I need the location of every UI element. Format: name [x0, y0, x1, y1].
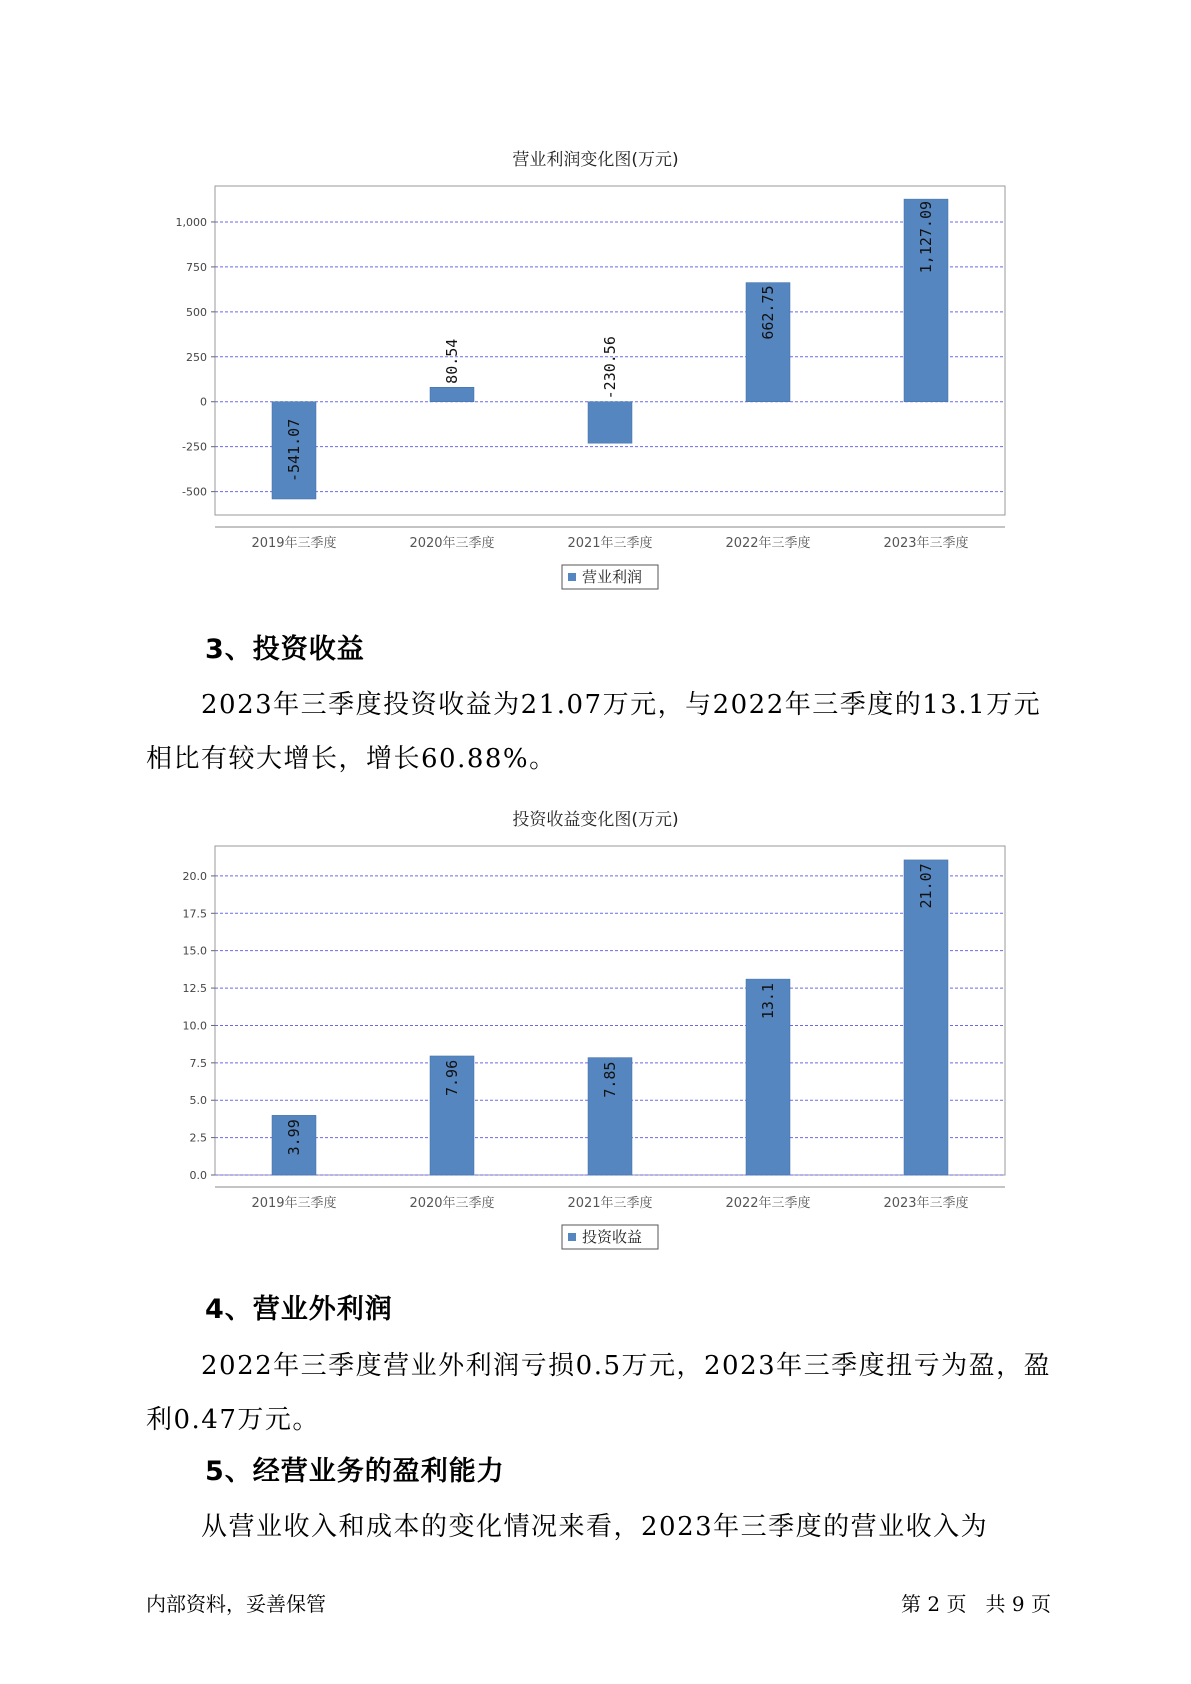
x-tick-label: 2023年三季度 [883, 1196, 969, 1211]
section-heading-non-operating: 4、营业外利润 [205, 1294, 393, 1325]
x-tick-label: 2019年三季度 [251, 1196, 337, 1211]
data-label: 3.99 [285, 1119, 303, 1156]
legend-label: 营业利润 [582, 568, 643, 586]
chart-title-investment-income: 投资收益变化图(万元) [512, 810, 679, 830]
bar [430, 387, 474, 401]
investment-income-chart [0, 840, 1191, 1250]
y-tick-label: 0 [200, 395, 207, 409]
section-heading-profitability: 5、经营业务的盈利能力 [205, 1456, 505, 1487]
x-tick-label: 2021年三季度 [567, 1196, 653, 1211]
paragraph-non-operating: 2022年三季度营业外利润亏损0.5万元，2023年三季度扭亏为盈，盈利0.47万元。 [146, 1351, 1052, 1435]
y-tick-label: -250 [182, 440, 207, 454]
y-tick-label: 2.5 [189, 1131, 207, 1145]
y-tick-label: 5.0 [189, 1094, 207, 1108]
y-tick-label: 20.0 [182, 869, 207, 883]
data-label: 7.96 [443, 1059, 461, 1097]
x-tick-label: 2022年三季度 [725, 536, 811, 551]
paragraph-investment: 2023年三季度投资收益为21.07万元，与2022年三季度的13.1万元相比有较大增长，增长60.88%。 [146, 690, 1042, 774]
x-tick-label: 2023年三季度 [883, 536, 969, 551]
x-tick-label: 2020年三季度 [409, 536, 495, 551]
y-tick-label: 12.5 [182, 982, 207, 996]
paragraph-profitability: 从营业收入和成本的变化情况来看，2023年三季度的营业收入为 [201, 1512, 989, 1542]
data-label: 80.54 [443, 338, 461, 384]
footer-left: 内部资料，妥善保管 [146, 1592, 326, 1616]
bar [588, 402, 632, 443]
section-heading-investment: 3、投资收益 [205, 634, 365, 665]
data-label: 13.1 [759, 983, 777, 1020]
y-tick-label: 15.0 [182, 944, 207, 958]
operating-profit-chart [0, 180, 1191, 590]
y-tick-label: -500 [182, 485, 207, 499]
x-tick-label: 2020年三季度 [409, 1196, 495, 1211]
y-tick-label: 10.0 [182, 1019, 207, 1033]
y-tick-label: 750 [186, 260, 207, 274]
data-label: -230.56 [601, 336, 619, 400]
data-label: 662.75 [759, 285, 777, 340]
x-tick-label: 2022年三季度 [725, 1196, 811, 1211]
x-tick-label: 2019年三季度 [251, 536, 337, 551]
y-tick-label: 1,000 [175, 215, 207, 229]
legend-swatch [568, 573, 576, 581]
legend-label: 投资收益 [582, 1228, 643, 1246]
footer-page-number: 第 2 页 共 9 页 [901, 1592, 1051, 1616]
y-tick-label: 7.5 [189, 1056, 207, 1070]
data-label: -541.07 [285, 418, 303, 482]
x-tick-label: 2021年三季度 [567, 536, 653, 551]
data-label: 7.85 [601, 1061, 619, 1098]
y-tick-label: 0.0 [189, 1169, 207, 1182]
chart-title-operating-profit: 营业利润变化图(万元) [512, 150, 679, 170]
y-tick-label: 500 [186, 305, 207, 319]
y-tick-label: 17.5 [182, 907, 207, 921]
data-label: 1,127.09 [917, 200, 935, 274]
data-label: 21.07 [917, 863, 935, 909]
y-tick-label: 250 [186, 350, 207, 364]
legend-swatch [568, 1233, 576, 1241]
